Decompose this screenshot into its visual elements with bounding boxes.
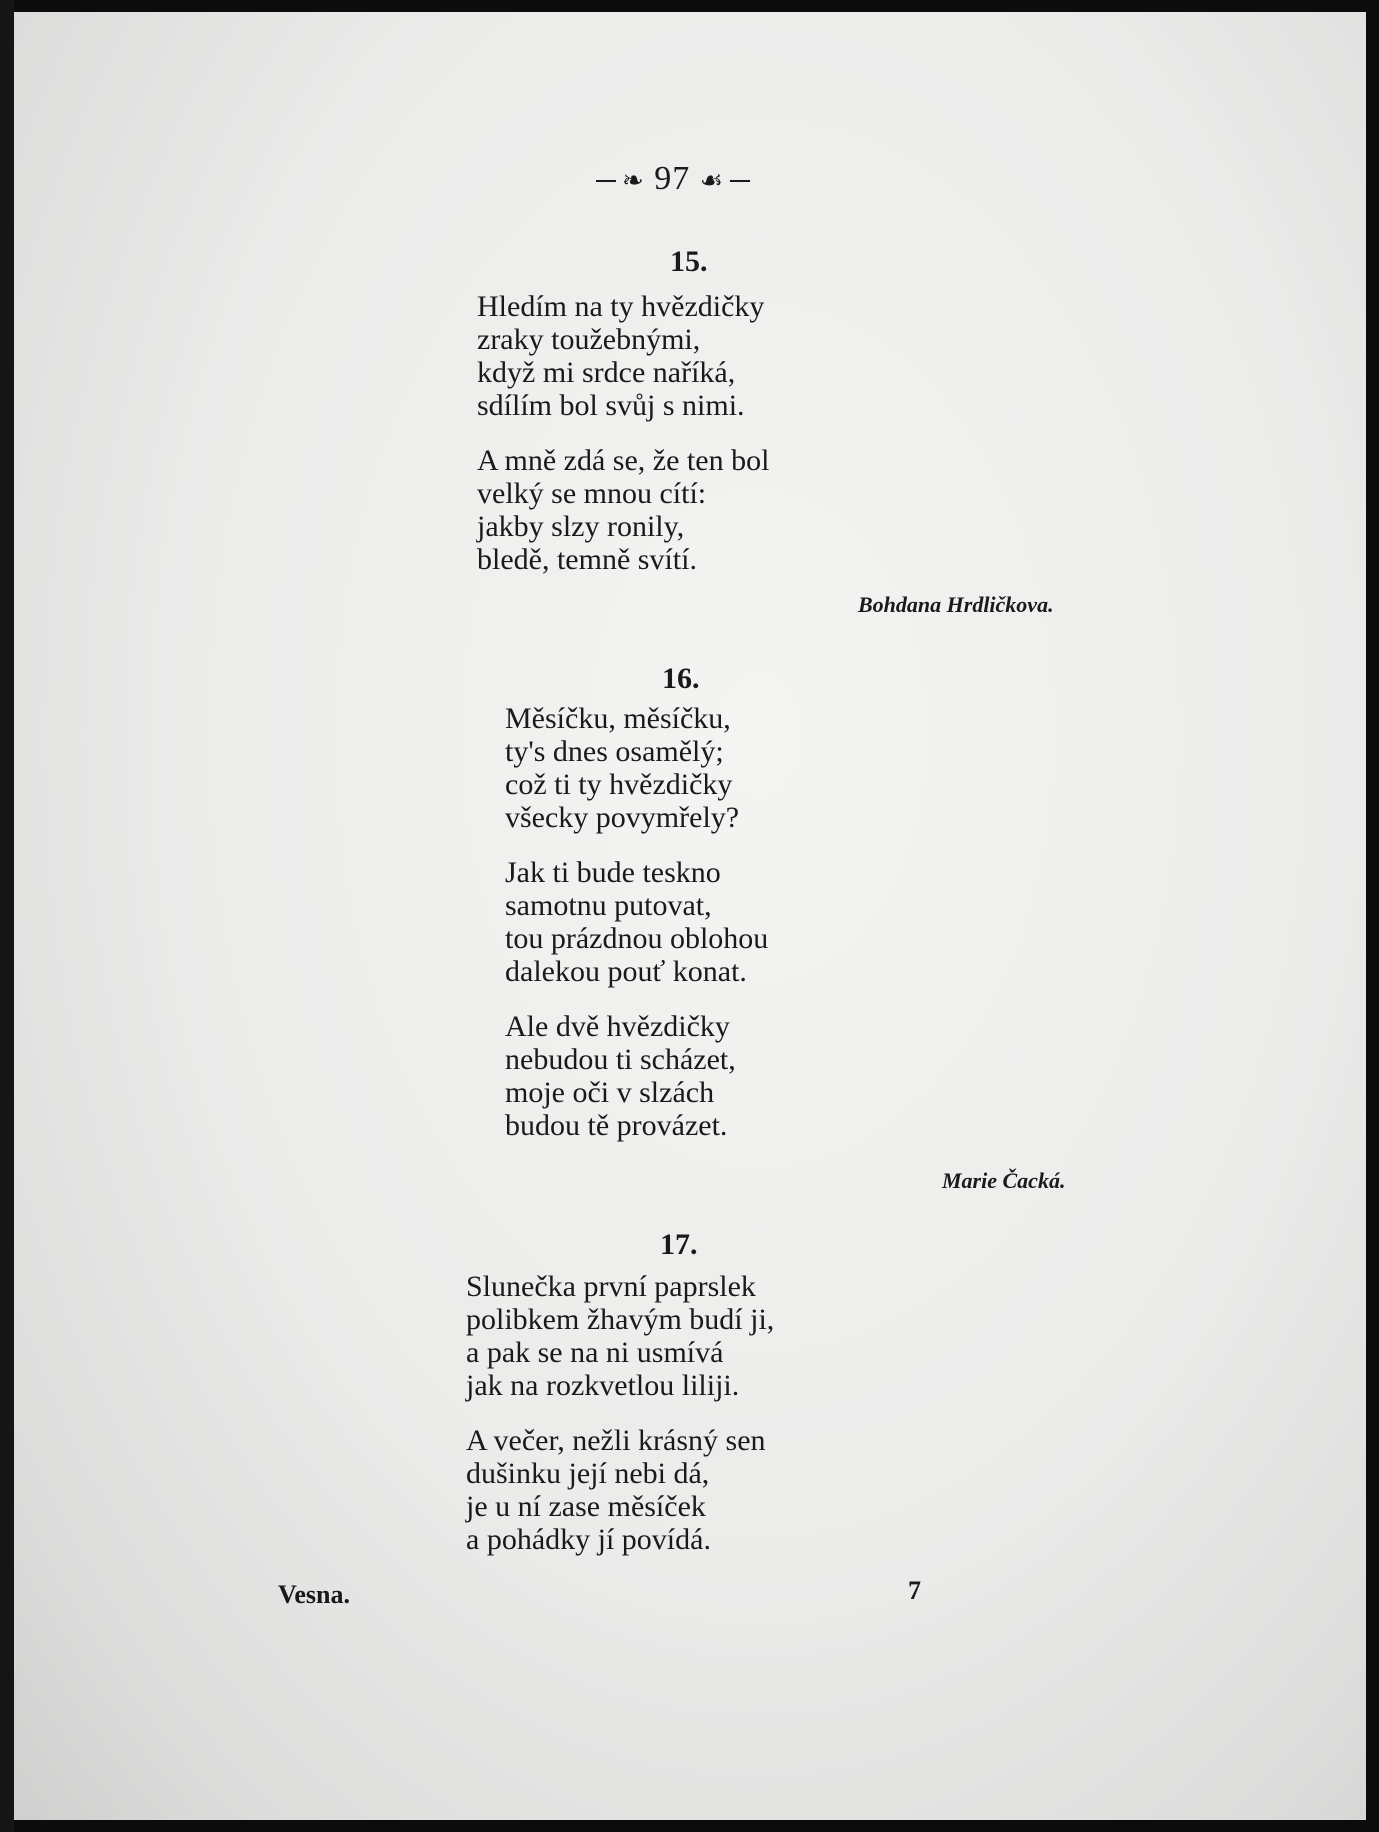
poem-line: moje oči v slzách <box>505 1076 715 1109</box>
poem-line: ty's dnes osamělý; <box>505 735 724 768</box>
header-rule-right <box>730 180 750 182</box>
poem-line: jakby slzy ronily, <box>477 510 685 543</box>
poem-line: a pohádky jí povídá. <box>466 1523 711 1556</box>
poem-16-author: Marie Čacká. <box>942 1168 1066 1193</box>
poem-15-author: Bohdana Hrdličkova. <box>858 592 1054 617</box>
poem-line: zraky toužebnými, <box>477 323 701 356</box>
poem-line: Hledím na ty hvězdičky <box>477 290 765 323</box>
poem-line: když mi srdce naříká, <box>477 356 736 389</box>
poem-16-stanza-2 <box>505 856 768 988</box>
header-rule-left <box>596 180 616 182</box>
header-ornament-right-icon: ☙ <box>699 166 725 196</box>
poem-line: tou prázdnou oblohou <box>505 922 769 955</box>
poem-line: Ale dvě hvězdičky <box>505 1010 730 1043</box>
poem-line: Jak ti bude teskno <box>505 856 721 889</box>
poem-17-stanza-1 <box>466 1270 774 1402</box>
poem-line: bledě, temně svítí. <box>477 543 697 576</box>
poem-number-16: 16. <box>662 662 700 695</box>
poem-line: polibkem žhavým budí ji, <box>466 1303 775 1336</box>
poem-line: dušinku její nebi dá, <box>466 1457 710 1490</box>
poem-line: je u ní zase měsíček <box>466 1490 706 1523</box>
poem-number-17: 17. <box>660 1228 698 1261</box>
poem-15-stanza-1 <box>477 290 769 422</box>
poem-line: což ti ty hvězdičky <box>505 768 733 801</box>
poem-line: nebudou ti scházet, <box>505 1043 736 1076</box>
poem-line: A večer, nežli krásný sen <box>466 1424 766 1457</box>
poem-line: a pak se na ni usmívá <box>466 1336 724 1369</box>
poem-17 <box>466 1270 774 1578</box>
poem-15-stanza-2 <box>477 444 769 576</box>
poem-17-stanza-2 <box>466 1424 774 1556</box>
poem-line: dalekou pouť konat. <box>505 955 747 988</box>
page-header <box>590 160 756 198</box>
poem-16 <box>505 702 768 1164</box>
poem-line: A mně zdá se, že ten bol <box>477 444 770 477</box>
poem-number-15: 15. <box>670 245 708 278</box>
page-number: 97 <box>654 160 691 197</box>
poem-line: samotnu putovat, <box>505 889 712 922</box>
page-left-edge <box>0 0 14 1832</box>
poem-16-stanza-1 <box>505 702 768 834</box>
poem-line: Slunečka první paprslek <box>466 1270 756 1303</box>
footer-signature: Vesna. <box>278 1580 351 1609</box>
poem-15 <box>477 290 769 598</box>
poem-line: sdílím bol svůj s nimi. <box>477 389 745 422</box>
poem-line: velký se mnou cítí: <box>477 477 707 510</box>
poem-line: budou tě provázet. <box>505 1109 728 1142</box>
poem-line: jak na rozkvetlou liliji. <box>466 1369 740 1402</box>
footer-sheet-number: 7 <box>908 1576 921 1605</box>
header-ornament-left-icon: ❧ <box>622 166 645 196</box>
poem-line: všecky povymřely? <box>505 801 740 834</box>
poem-16-stanza-3 <box>505 1010 768 1142</box>
poem-line: Měsíčku, měsíčku, <box>505 702 731 735</box>
